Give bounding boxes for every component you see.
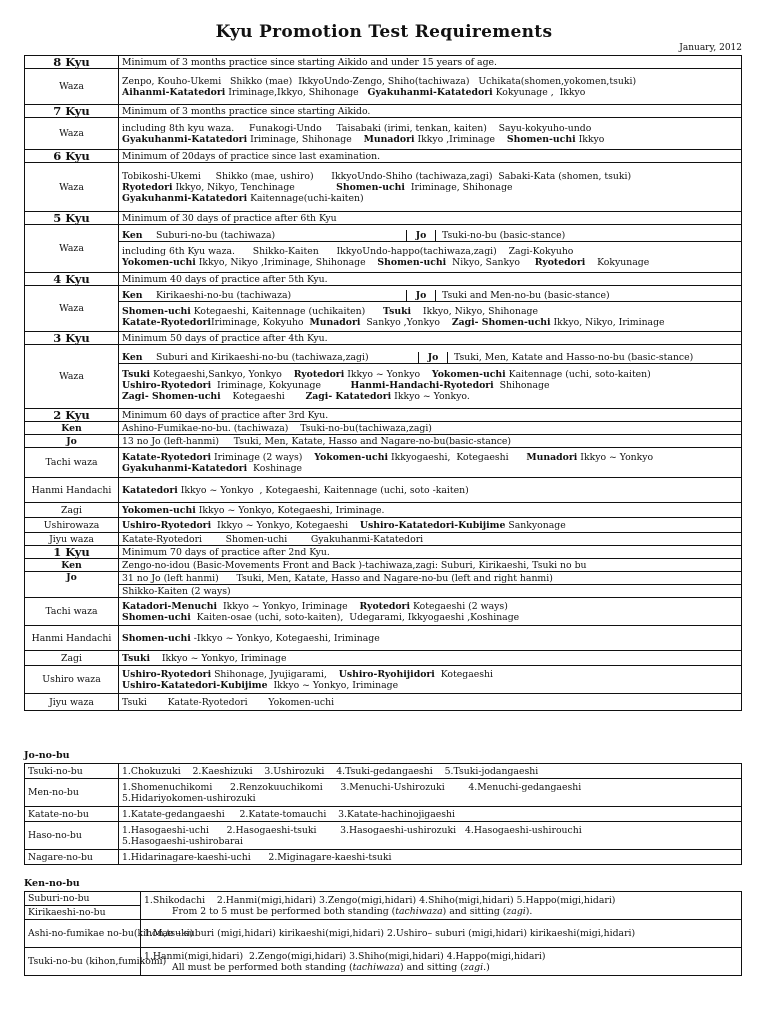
kyu7-waza-label: Waza <box>25 118 119 150</box>
technique-attack: Yokomen-uchi <box>122 504 196 516</box>
technique-list: Kotegaeshi, Kaitennage (uchikaiten) <box>190 305 384 317</box>
kyu7-header-row <box>25 105 742 118</box>
jono-line: 1.Hasogaeshi-uchi 2.Hasogaeshi-tsuki 3.Hasogaeshi-ushirozuki 4.Hasogaeshi-ushirouchi <box>122 824 582 836</box>
technique-attack: Aihanmi-Katatedori <box>122 86 226 98</box>
technique-list: Ikkyo ~ Yonkyo, Kotegaeshi <box>211 519 360 531</box>
kyu5-jo: Tsuki-no-bu (basic-stance) <box>442 229 566 241</box>
kyu4-waza-line2 <box>119 317 741 328</box>
kyu2-tachi-line2 <box>122 463 738 474</box>
technique-list: Ikkyo ,Iriminage <box>414 133 507 145</box>
kyu6-waza-line1: Tobikoshi-Ukemi Shikko (mae, ushiro) IkkyoUndo-Shiho (tachiwaza,zagi) Sabaki-Kata (shomen, tsuki) <box>122 170 632 182</box>
kyu8-waza-label: Waza <box>25 69 119 105</box>
kyu2-hanmi <box>119 478 742 503</box>
jo-label: Jo <box>419 352 448 363</box>
kyu4-jo: Tsuki and Men-no-bu (basic-stance) <box>442 289 610 301</box>
kyu5-header-row <box>25 212 742 225</box>
technique-list: Ikkyo, Nikyo, Tenchinage <box>172 181 337 193</box>
kyu1-level: 1 Kyu <box>25 546 119 559</box>
kenno-suburi-line2 <box>144 906 738 917</box>
technique-list: Kotegaeshi <box>220 390 306 402</box>
kyu4-level: 4 Kyu <box>25 273 119 286</box>
technique-attack: Ushiro-Katatedori-Kubijime <box>359 519 506 531</box>
jono-label: Men-no-bu <box>25 779 119 807</box>
kyu1-ushiro-line1 <box>122 669 738 680</box>
kyu2-hanmi-row <box>25 478 742 503</box>
kyu7-waza-line2 <box>122 134 738 145</box>
kyu5-waza-label: Waza <box>25 225 119 273</box>
technique-attack: Katatedori <box>122 484 178 496</box>
note-term: zagi <box>463 961 484 973</box>
jono-row <box>25 779 742 807</box>
kyu6-requirement: Minimum of 20days of practice since last examination. <box>119 150 742 163</box>
technique-list: Kotegaeshi,Sankyo, Yonkyo <box>150 368 294 380</box>
technique-list: Kotegaeshi (2 ways) <box>410 600 508 612</box>
technique-list: Iriminage, Shihonage <box>247 133 364 145</box>
note-text: .) <box>483 961 490 973</box>
kyu4-ken-jo-line <box>119 290 741 302</box>
kenno-ashi-label: Ashi-no-fumikae no-bu(kihon,tsuki) <box>25 920 141 948</box>
technique-list: Nikyo, Sankyo <box>446 256 535 268</box>
technique-list: Iriminage, Kokyuho <box>211 316 310 328</box>
kyu5-ken: Suburi-no-bu (tachiwaza) <box>156 229 276 241</box>
technique-attack: Munadori <box>526 451 578 463</box>
technique-list: Ikkyo ~ Yonkyo. <box>391 390 470 402</box>
technique-list: Ikkyo <box>575 133 605 145</box>
jono-line: 1.Shomenuchikomi 2.Renzokuuchikomi 3.Menuchi-Ushirozuki 4.Menuchi-gedangaeshi <box>122 781 582 793</box>
technique-attack: Munadori <box>309 316 361 328</box>
kyu6-waza-row <box>25 163 742 212</box>
technique-attack: Katadori-Menuchi <box>122 600 218 612</box>
technique-attack: Zagi- Katatedori <box>305 390 392 402</box>
note-term: tachiwaza <box>395 905 443 917</box>
kenno-ashi-row <box>25 920 742 948</box>
technique-attack: Zagi- Shomen-uchi <box>451 316 551 328</box>
jono-row <box>25 764 742 779</box>
kyu1-requirement: Minimum 70 days of practice after 2nd Kyu. <box>119 546 742 559</box>
kyu1-zagi-label: Zagi <box>25 651 119 666</box>
technique-list: -Ikkyo ~ Yonkyo, Kotegaeshi, Iriminage <box>190 632 380 644</box>
kyu3-waza-line2 <box>119 380 741 391</box>
kyu2-jiyu-row <box>25 533 742 546</box>
technique-attack: Shomen-uchi <box>336 181 405 193</box>
kyu1-tachi-label: Tachi waza <box>25 598 119 626</box>
technique-list: Ikkyo, Nikyo ,Iriminage, Shihonage <box>195 256 378 268</box>
kyu2-level: 2 Kyu <box>25 409 119 422</box>
kyu-requirements-table <box>24 55 742 711</box>
kyu8-requirement: Minimum of 3 months practice since starting Aikido and under 15 years of age. <box>119 56 742 69</box>
kyu1-jiyu: Tsuki Katate-Ryotedori Yokomen-uchi <box>119 694 742 711</box>
kyu7-waza-row <box>25 118 742 150</box>
kenno-tsuki-label: Tsuki-no-bu (kihon,fumikomi) <box>25 948 141 976</box>
technique-list: Iriminage (2 ways) <box>211 451 315 463</box>
kyu5-ken-jo-line <box>119 230 741 242</box>
kyu4-waza-row <box>25 286 742 332</box>
kyu1-ushiro-line2 <box>122 680 738 691</box>
technique-list: Sankyonage <box>505 519 566 531</box>
kyu4-requirement: Minimum 40 days of practice after 5th Kyu. <box>119 273 742 286</box>
kenno-heading: Ken-no-bu <box>24 878 80 889</box>
technique-list: Kokyunage , Ikkyo <box>492 86 586 98</box>
technique-list: Ikkyo ~ Yonkyo, Iriminage <box>217 600 360 612</box>
technique-list: Sankyo ,Yonkyo <box>360 316 452 328</box>
kyu2-ken-label: Ken <box>25 422 119 435</box>
kyu1-ken: Zengo-no-idou (Basic-Movements Front and Back )-tachiwaza,zagi: Suburi, Kirikaeshi, Tsuki no bu <box>119 559 742 572</box>
note-text: ). <box>525 905 533 917</box>
kenno-tsuki-row <box>25 948 742 976</box>
kenno-tsuki <box>141 948 742 976</box>
technique-attack: Tsuki <box>122 652 151 664</box>
kyu2-zagi-label: Zagi <box>25 503 119 518</box>
ken-label: Ken <box>122 351 143 363</box>
kyu2-ken-row <box>25 422 742 435</box>
technique-attack: Tsuki <box>122 368 151 380</box>
kyu1-jo-label: Jo <box>25 572 119 598</box>
kyu1-ken-label: Ken <box>25 559 119 572</box>
technique-attack: Gyakuhanmi-Katatedori <box>122 192 248 204</box>
technique-list: Shihonage <box>493 379 550 391</box>
note-text: ) and sitting ( <box>442 905 507 917</box>
kyu1-hanmi-label: Hanmi Handachi <box>25 626 119 651</box>
jono-row <box>25 850 742 865</box>
technique-list: Shihonage, Jyujigarami, <box>211 668 339 680</box>
jono-table <box>24 763 742 865</box>
kyu2-jo: 13 no Jo (left-hanmi) Tsuki, Men, Katate, Hasso and Nagare-no-bu(basic-stance) <box>119 435 742 448</box>
technique-list: Ikkyo, Nikyo, Shihonage <box>411 305 538 317</box>
technique-list: Kokyunage <box>585 256 650 268</box>
kyu1-jo-row <box>25 572 742 585</box>
kyu2-tachi-line1 <box>122 452 738 463</box>
kyu1-shikko-row <box>25 585 742 598</box>
jono-content <box>119 822 742 850</box>
kyu2-ushiro <box>119 518 742 533</box>
kyu1-jiyu-row <box>25 694 742 711</box>
kyu6-waza-label: Waza <box>25 163 119 212</box>
kyu5-waza-line2 <box>119 257 741 268</box>
kyu3-ken-jo-line <box>119 352 741 364</box>
kyu3-waza-label: Waza <box>25 345 119 409</box>
kyu2-header-row <box>25 409 742 422</box>
jono-label: Haso-no-bu <box>25 822 119 850</box>
kenno-suburi-label: Suburi-no-bu <box>25 892 141 906</box>
jono-line: 1.Katate-gedangaeshi 2.Katate-tomauchi 3.Katate-hachinojigaeshi <box>122 808 456 820</box>
kyu1-hanmi <box>119 626 742 651</box>
kyu4-waza <box>119 286 742 332</box>
kyu3-jo: Tsuki, Men, Katate and Hasso-no-bu (basic-stance) <box>454 351 694 363</box>
kyu3-waza-line1 <box>119 364 741 380</box>
technique-list: Ikkyo ~ Yonkyo <box>577 451 654 463</box>
technique-list: Ikkyogaeshi, Kotegaeshi <box>388 451 527 463</box>
jono-row <box>25 807 742 822</box>
kyu8-level: 8 Kyu <box>25 56 119 69</box>
kyu1-tachi <box>119 598 742 626</box>
technique-attack: Shomen-uchi <box>122 611 191 623</box>
kyu2-jiyu: Katate-Ryotedori Shomen-uchi Gyakuhanmi-Katatedori <box>119 533 742 546</box>
kyu2-ushiro-row <box>25 518 742 533</box>
technique-attack: Gyakuhanmi-Katatedori <box>122 462 248 474</box>
technique-attack: Katate-Ryotedori <box>122 316 211 328</box>
kyu1-zagi-row <box>25 651 742 666</box>
kyu3-requirement: Minimum 50 days of practice after 4th Kyu. <box>119 332 742 345</box>
technique-attack: Yokomen-uchi <box>314 451 389 463</box>
technique-attack: Gyakuhanmi-Katatedori <box>122 133 248 145</box>
jono-heading: Jo-no-bu <box>24 750 70 761</box>
technique-attack: Shomen-uchi <box>506 133 576 145</box>
technique-list: Kaiten-osae (uchi, soto-kaiten), Udegarami, Ikkyogaeshi ,Koshinage <box>190 611 520 623</box>
technique-list: Iriminage,Ikkyo, Shihonage <box>225 86 368 98</box>
technique-attack: Ushiro-Ryotedori <box>122 379 212 391</box>
kyu4-waza-line1 <box>119 302 741 317</box>
technique-list: Ikkyo ~ Yonkyo, Iriminage <box>267 679 399 691</box>
technique-list: Iriminage, Kokyunage <box>211 379 351 391</box>
kyu1-header-row <box>25 546 742 559</box>
jono-line: 5.Hidariyokomen-ushirozuki <box>122 792 256 804</box>
kyu8-waza-row <box>25 69 742 105</box>
technique-attack: Ushiro-Ryotedori <box>122 519 212 531</box>
kyu5-waza-line1: including 6th Kyu waza. Shikko-Kaiten IkkyoUndo-happo(tachiwaza,zagi) Zagi-Kokyuho <box>122 245 574 257</box>
kyu4-header-row <box>25 273 742 286</box>
kyu1-tachi-row <box>25 598 742 626</box>
kyu3-waza-line3 <box>119 391 741 402</box>
kyu1-tachi-line1 <box>122 601 738 612</box>
kyu1-tachi-line2 <box>122 612 738 623</box>
kenno-table <box>24 891 742 976</box>
kyu2-tachi-label: Tachi waza <box>25 448 119 478</box>
technique-attack: Shomen-uchi <box>122 632 191 644</box>
kyu2-ushiro-label: Ushirowaza <box>25 518 119 533</box>
kyu3-waza-row <box>25 345 742 409</box>
jono-line: 1.Chokuzuki 2.Kaeshizuki 3.Ushirozuki 4.Tsuki-gedangaeshi 5.Tsuki-jodangaeshi <box>122 765 539 777</box>
kyu7-requirement: Minimum of 3 months practice since starting Aikido. <box>119 105 742 118</box>
note-text: From 2 to 5 must be performed both standing ( <box>172 905 396 917</box>
kyu8-waza-line2 <box>122 87 738 98</box>
jo-label: Jo <box>407 290 436 301</box>
jono-line: 1.Hidarinagare-kaeshi-uchi 2.Miginagare-kaeshi-tsuki <box>122 851 392 863</box>
technique-attack: Hanmi-Handachi-Ryotedori <box>350 379 494 391</box>
kyu2-ken: Ashino-Fumikae-no-bu. (tachiwaza) Tsuki-no-bu(tachiwaza,zagi) <box>119 422 742 435</box>
jono-label: Tsuki-no-bu <box>25 764 119 779</box>
technique-attack: Shomen-uchi <box>122 305 191 317</box>
technique-attack: Gyakuhanmi-Katatedori <box>367 86 493 98</box>
kyu7-waza-line1: including 8th kyu waza. Funakogi-Undo Taisabaki (irimi, tenkan, kaiten) Sayu-kokyuho-undo <box>122 122 592 134</box>
technique-attack: Ryotedori <box>122 181 173 193</box>
technique-attack: Ushiro-Katatedori-Kubijime <box>122 679 268 691</box>
kyu2-jiyu-label: Jiyu waza <box>25 533 119 546</box>
kyu2-jo-label: Jo <box>25 435 119 448</box>
technique-attack: Katate-Ryotedori <box>122 451 211 463</box>
note-term: tachiwaza <box>352 961 400 973</box>
kyu1-ushiro <box>119 666 742 694</box>
kyu1-jiyu-label: Jiyu waza <box>25 694 119 711</box>
jo-label: Jo <box>407 230 436 241</box>
technique-attack: Munadori <box>363 133 415 145</box>
kyu4-ken: Kirikaeshi-no-bu (tachiwaza) <box>156 289 292 301</box>
technique-list: Iriminage, Shihonage <box>404 181 513 193</box>
kyu1-ken-row <box>25 559 742 572</box>
kyu6-header-row <box>25 150 742 163</box>
ken-label: Ken <box>122 229 143 241</box>
technique-list: Ikkyo ~ Yonkyo, Kotegaeshi, Iriminage. <box>195 504 385 516</box>
kyu2-requirement: Minimum 60 days of practice after 3rd Kyu. <box>119 409 742 422</box>
page-title: Kyu Promotion Test Requirements <box>215 22 553 42</box>
kyu2-tachi-row <box>25 448 742 478</box>
kenno-suburi-line1: 1.Shikodachi 2.Hanmi(migi,hidari) 3.Zengo(migi,hidari) 4.Shiho(migi,hidari) 5.Happo(migi,hidari) <box>144 894 616 906</box>
ken-label: Ken <box>122 289 143 301</box>
technique-list: Kaitennage (uchi, soto-kaiten) <box>505 368 651 380</box>
jono-row <box>25 822 742 850</box>
technique-attack: Ryotedori <box>293 368 345 380</box>
kyu7-level: 7 Kyu <box>25 105 119 118</box>
kyu1-hanmi-row <box>25 626 742 651</box>
kenno-tsuki-line1: 1.Hanmi(migi,hidari) 2.Zengo(migi,hidari) 3.Shiho(migi,hidari) 4.Happo(migi,hidari) <box>144 950 546 962</box>
technique-attack: Ryotedori <box>359 600 410 612</box>
technique-list: Kaitennage(uchi-kaiten) <box>247 192 364 204</box>
kyu1-ushiro-label: Ushiro waza <box>25 666 119 694</box>
technique-attack: Tsuki <box>383 305 412 317</box>
technique-attack: Yokomen-uchi <box>431 368 506 380</box>
kyu5-level: 5 Kyu <box>25 212 119 225</box>
kyu4-waza-label: Waza <box>25 286 119 332</box>
kyu2-zagi-row <box>25 503 742 518</box>
kyu2-zagi <box>119 503 742 518</box>
kyu6-waza <box>119 163 742 212</box>
kyu8-waza-line1: Zenpo, Kouho-Ukemi Shikko (mae) IkkyoUndo-Zengo, Shiho(tachiwaza) Uchikata(shomen,yokomen,tsuki) <box>122 75 637 87</box>
kyu6-level: 6 Kyu <box>25 150 119 163</box>
kyu2-tachi <box>119 448 742 478</box>
technique-list: Kotegaeshi <box>434 668 493 680</box>
technique-attack: Ushiro-Ryohijidori <box>338 668 435 680</box>
jono-content <box>119 807 742 822</box>
kyu8-waza <box>119 69 742 105</box>
jono-content <box>119 764 742 779</box>
jono-content <box>119 779 742 807</box>
document-date: January, 2012 <box>679 43 742 53</box>
kyu1-zagi <box>119 651 742 666</box>
technique-attack: Zagi- Shomen-uchi <box>122 390 221 402</box>
note-term: zagi <box>506 905 526 917</box>
kyu2-hanmi-label: Hanmi Handachi <box>25 478 119 503</box>
technique-list: Ikkyo ~ Yonkyo , Kotegaeshi, Kaitennage (uchi, soto -kaiten) <box>177 484 469 496</box>
jono-content <box>119 850 742 865</box>
kyu5-requirement: Minimum of 30 days of practice after 6th Kyu <box>119 212 742 225</box>
kyu1-shikko: Shikko-Kaiten (2 ways) <box>119 585 742 598</box>
kyu1-ushiro-row <box>25 666 742 694</box>
technique-list: Ikkyo ~ Yonkyo, Iriminage <box>150 652 287 664</box>
kyu6-waza-line3 <box>122 193 738 204</box>
kyu8-header-row <box>25 56 742 69</box>
kyu5-waza <box>119 225 742 273</box>
technique-list: Koshinage <box>247 462 303 474</box>
kyu3-ken: Suburi and Kirikaeshi-no-bu (tachiwaza,zagi) <box>156 351 369 363</box>
technique-attack: Yokomen-uchi <box>122 256 196 268</box>
kyu5-waza-row <box>25 225 742 273</box>
technique-attack: Shomen-uchi <box>377 256 447 268</box>
technique-attack: Ushiro-Ryotedori <box>122 668 212 680</box>
kenno-tsuki-line2 <box>144 962 738 973</box>
kyu2-jo-row <box>25 435 742 448</box>
kyu1-jo: 31 no Jo (left hanmi) Tsuki, Men, Katate, Hasso and Nagare-no-bu (left and right hanmi) <box>119 572 742 585</box>
kyu7-waza <box>119 118 742 150</box>
kenno-kiri-label: Kirikaeshi-no-bu <box>25 906 141 920</box>
technique-attack: Ryotedori <box>534 256 586 268</box>
note-text: All must be performed both standing ( <box>172 961 353 973</box>
kyu3-header-row <box>25 332 742 345</box>
jono-label: Nagare-no-bu <box>25 850 119 865</box>
kenno-ashi: 1.Mae – suburi (migi,hidari) kirikaeshi(migi,hidari) 2.Ushiro– suburi (migi,hidari) kirikaeshi(migi,hidari) <box>141 920 742 948</box>
kyu6-waza-line2 <box>122 182 738 193</box>
kenno-suburi-row <box>25 892 742 906</box>
jono-label: Katate-no-bu <box>25 807 119 822</box>
technique-list: Ikkyo, Nikyo, Iriminage <box>550 316 665 328</box>
kyu3-level: 3 Kyu <box>25 332 119 345</box>
kyu3-waza <box>119 345 742 409</box>
jono-line: 5.Hasogaeshi-ushirobarai <box>122 835 243 847</box>
kenno-suburi <box>141 892 742 920</box>
technique-list: Ikkyo ~ Yonkyo <box>344 368 432 380</box>
note-text: ) and sitting ( <box>400 961 464 973</box>
